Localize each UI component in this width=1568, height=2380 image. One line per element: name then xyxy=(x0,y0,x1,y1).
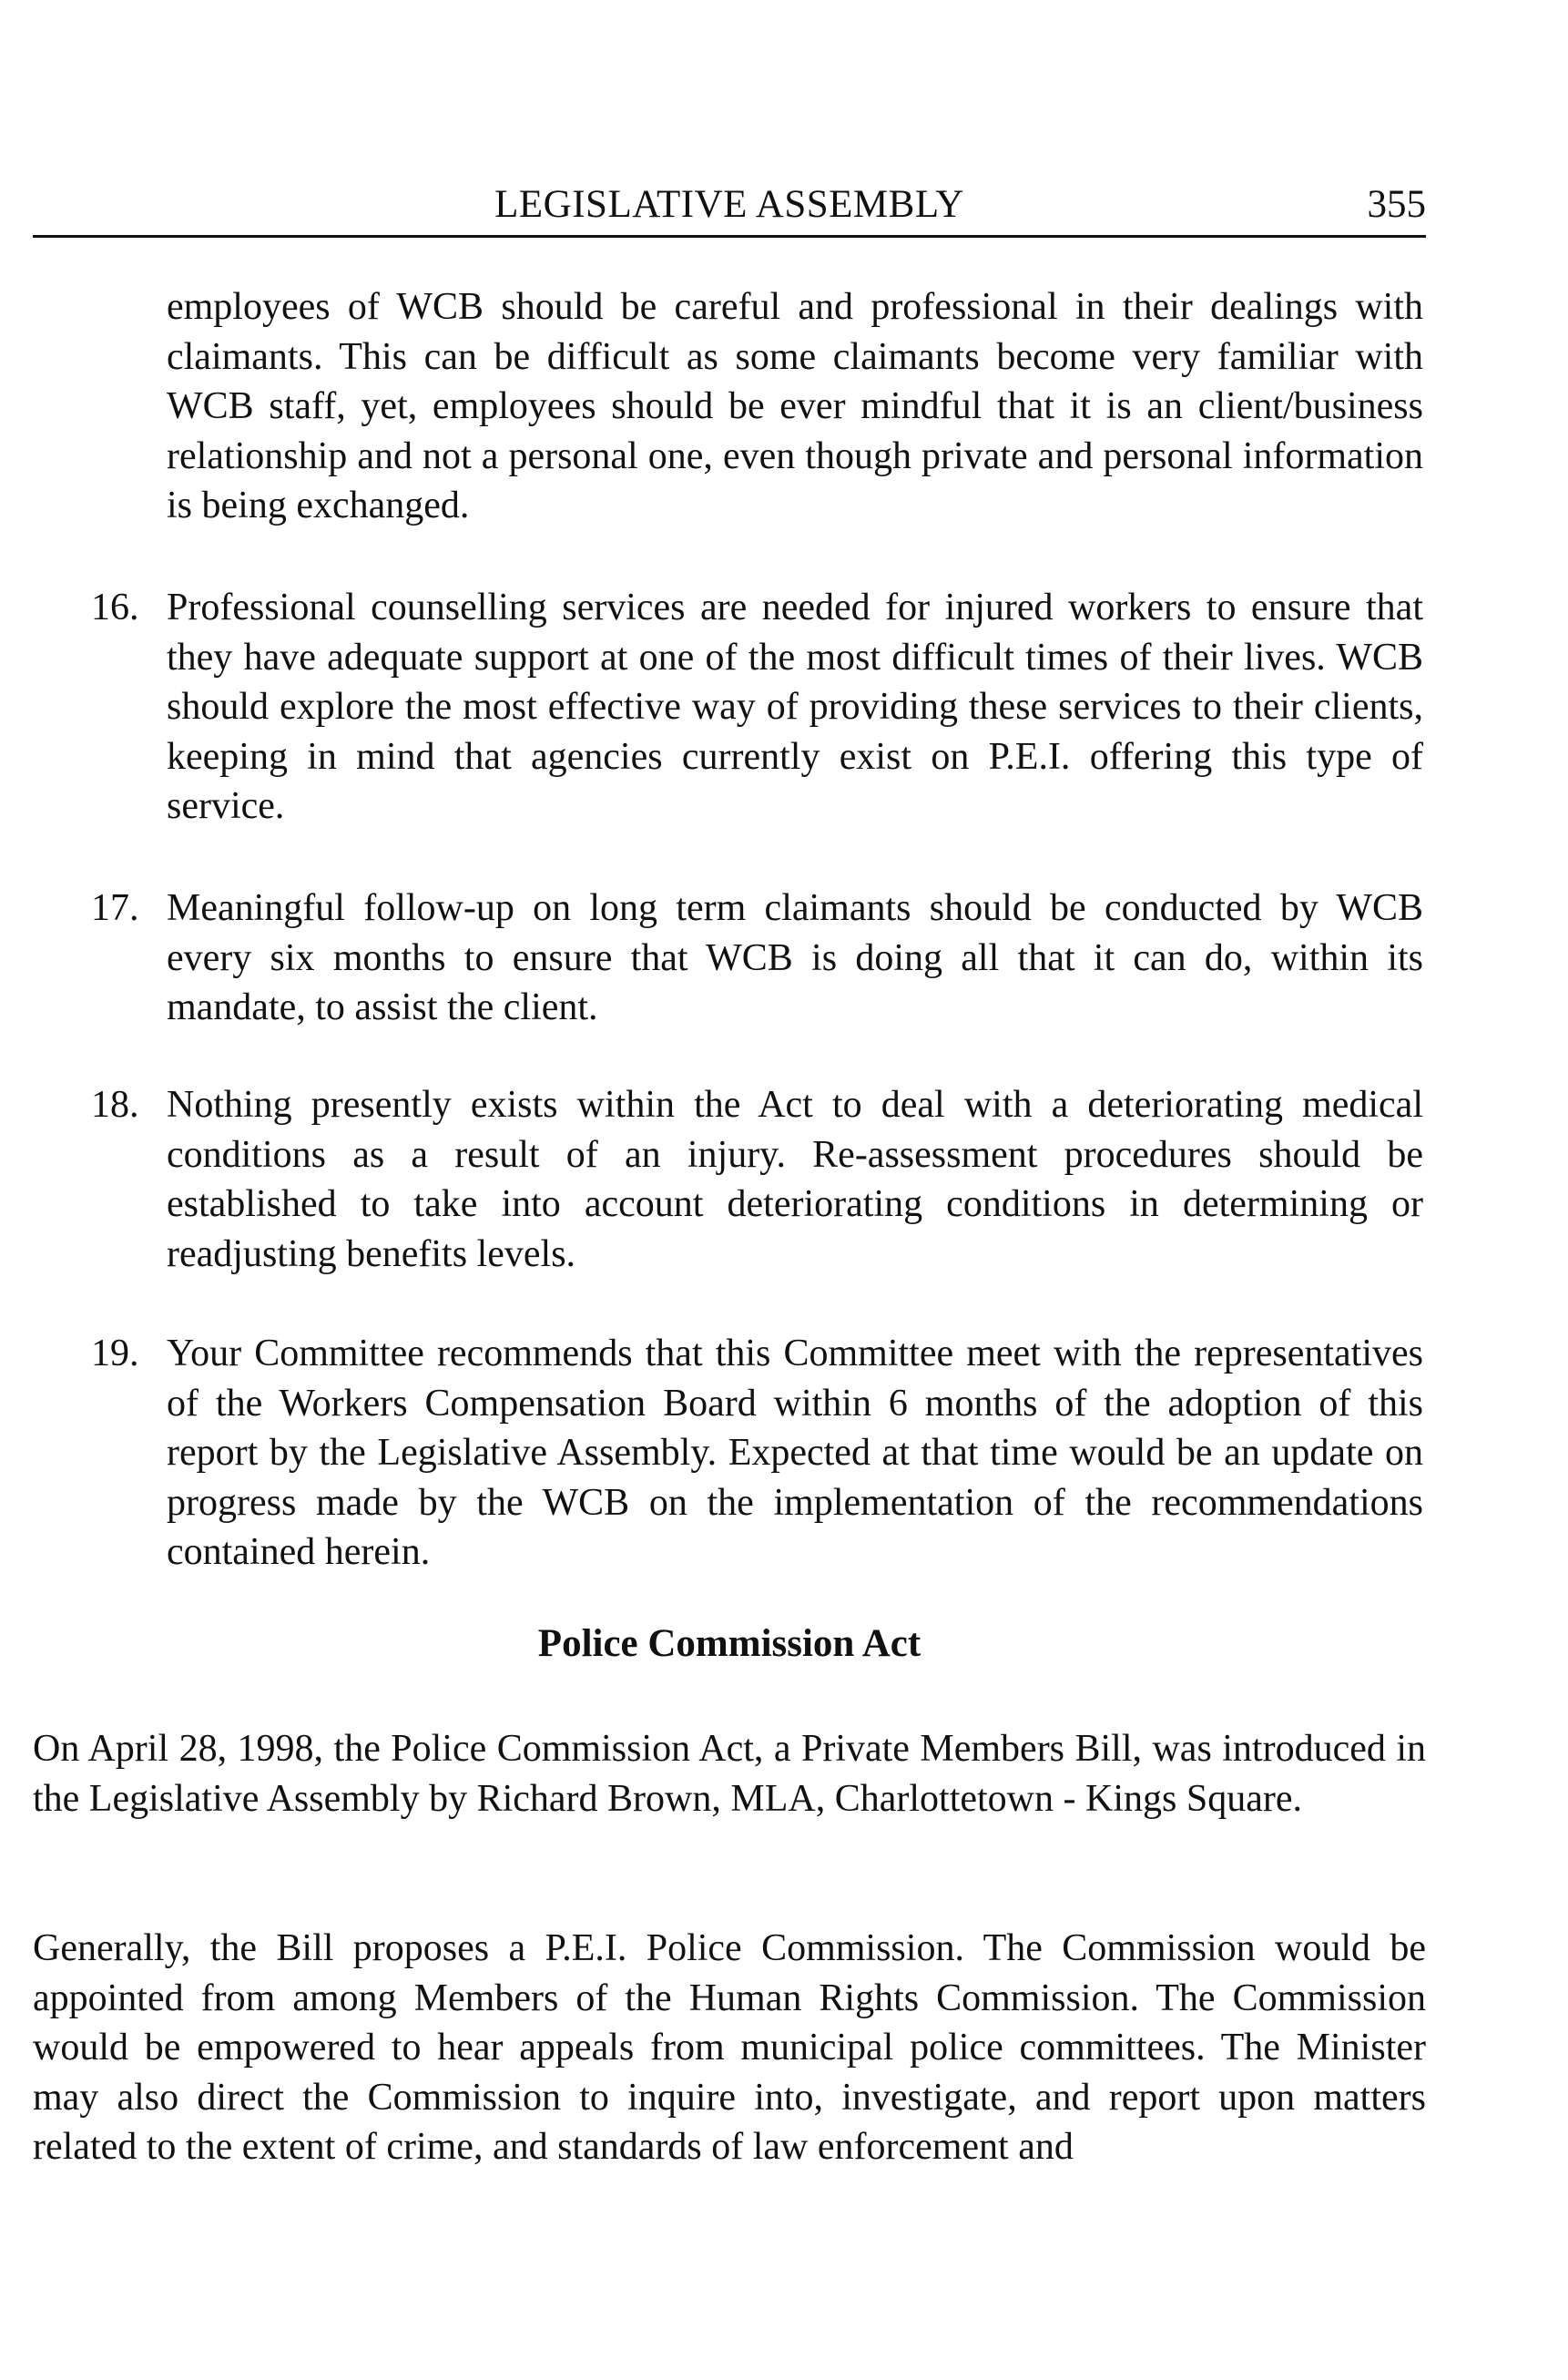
body-paragraph: On April 28, 1998, the Police Commission Act, a Private Members Bill, was introduced in the Legislative Assembly by Richard Brown, MLA, Charlottetown - Kings Square. xyxy=(33,1728,1426,1820)
item-text: Professional counselling services are needed for injured workers to ensure that they have adequate support at one of the most difficult times of their lives. WCB should explore the most effective way of providing these services to their clients, keeping in mind that agencies currently exist on P.E.I. offering this type of service. xyxy=(167,587,1423,827)
body-paragraph: Generally, the Bill proposes a P.E.I. Police Commission. The Commission would be appointed from among Members of the Human Rights Commission. The Commission would be empowered to hear appeals from municipal police committees. The Minister may also direct the Commission to inquire into, investigate, and report upon matters related to the extent of crime, and standards of law enforcement and xyxy=(33,1927,1426,2168)
running-header xyxy=(33,180,1426,238)
item-text: Meaningful follow-up on long term claimants should be conducted by WCB every six months to ensure that WCB is doing all that it can do, within its mandate, to assist the client. xyxy=(167,887,1423,1028)
item-number: 16. xyxy=(91,587,139,628)
continuation-paragraph: employees of WCB should be careful and professional in their dealings with claimants. This can be difficult as some claimants become very familiar with WCB staff, yet, employees should be ever mindful that it is an client/business relationship and not a personal one, even though private and personal information is being exchanged. xyxy=(167,286,1423,526)
item-text: Your Committee recommends that this Committee meet with the representatives of the Workers Compensation Board within 6 months of the adoption of this report by the Legislative Assembly. Expected at that time would be an update on progress made by the WCB on the implementation of the recommendations contained herein. xyxy=(167,1333,1423,1573)
page-number: 355 xyxy=(1367,183,1426,226)
item-text: Nothing presently exists within the Act to deal with a deteriorating medical conditions as a result of an injury. Re-assessment procedures should be established to take into account deteriorating conditions in determining or readjusting benefits levels. xyxy=(167,1084,1423,1275)
item-number: 19. xyxy=(91,1333,139,1374)
item-number: 17. xyxy=(91,887,139,929)
section-heading: Police Commission Act xyxy=(537,1622,921,1665)
header-title: LEGISLATIVE ASSEMBLY xyxy=(494,183,964,226)
item-number: 18. xyxy=(91,1084,139,1126)
